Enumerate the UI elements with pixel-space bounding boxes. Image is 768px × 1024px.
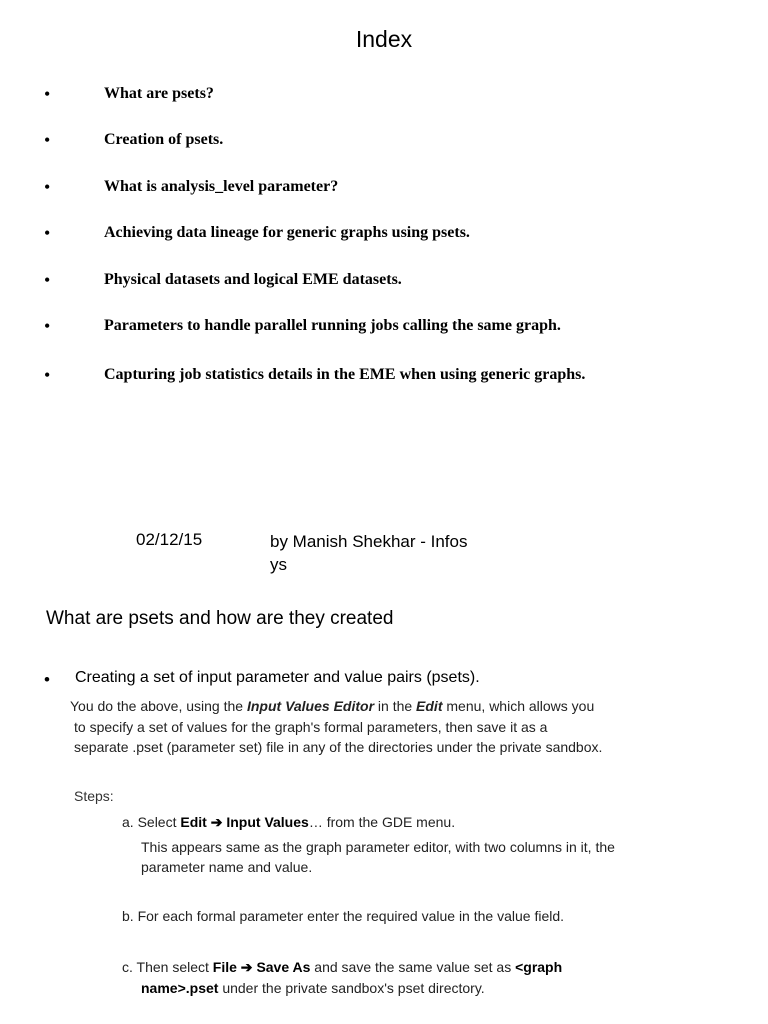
footer-author-line: ys — [270, 555, 287, 574]
index-item: What is analysis_level parameter? — [104, 178, 339, 195]
text-line: to specify a set of values for the graph's formal parameters, then save it as a — [74, 718, 548, 735]
text: in the — [374, 698, 417, 714]
bullet: • — [44, 177, 51, 197]
bullet: • — [44, 130, 51, 150]
bullet-title: Creating a set of input parameter and value pairs (psets). — [75, 669, 480, 686]
text: … from the GDE menu. — [308, 814, 456, 830]
emphasis: Input Values Editor — [246, 698, 375, 714]
index-item: Capturing job statistics details in the EME when using generic graphs. — [104, 366, 586, 383]
menu-name: File — [212, 959, 237, 975]
arrow-icon: ➔ — [236, 959, 257, 975]
step-a — [122, 812, 722, 878]
index-item: What are psets? — [104, 85, 214, 102]
steps-label: Steps: — [74, 788, 114, 804]
bullet: • — [44, 84, 51, 104]
arrow-icon: ➔ — [206, 814, 227, 830]
page-title: Index — [355, 26, 413, 52]
text-line: separate .pset (parameter set) file in any of the directories under the private sandbox. — [74, 739, 603, 755]
intro-paragraph — [70, 696, 750, 758]
text-line: This appears same as the graph parameter editor, with two columns in it, the — [141, 838, 615, 855]
step-b: b. For each formal parameter enter the required value in the value field. — [122, 908, 565, 924]
footer-author — [270, 530, 500, 576]
step-c — [122, 957, 722, 998]
index-item: Achieving data lineage for generic graphs using psets. — [104, 224, 470, 241]
text: a. Select — [122, 814, 181, 830]
text-line: parameter name and value. — [141, 859, 313, 875]
menu-name: Edit — [180, 814, 207, 830]
bullet: • — [44, 670, 50, 689]
emphasis: Edit — [416, 698, 443, 714]
filename: <graph — [515, 959, 563, 975]
text: c. Then select — [122, 959, 213, 975]
bullet: • — [44, 316, 51, 336]
index-item: Physical datasets and logical EME datasets. — [104, 271, 402, 288]
text: under the private sandbox's pset directory. — [218, 979, 485, 996]
bullet: • — [44, 270, 51, 290]
bullet: • — [44, 365, 51, 385]
footer-date: 02/12/15 — [136, 530, 203, 549]
section-heading: What are psets and how are they created — [46, 608, 394, 629]
text: You do the above, using the — [70, 698, 247, 714]
index-item: Parameters to handle parallel running jobs calling the same graph. — [104, 317, 561, 334]
bullet: • — [44, 223, 51, 243]
menu-item-name: Input Values — [226, 814, 309, 830]
menu-item-name: Save As — [256, 959, 311, 975]
filename: name>.pset — [141, 979, 219, 996]
index-item: Creation of psets. — [104, 131, 224, 148]
text: menu, which allows you — [442, 698, 595, 714]
text: and save the same value set as — [310, 959, 516, 975]
footer-author-line: by Manish Shekhar - Infos — [270, 532, 468, 551]
